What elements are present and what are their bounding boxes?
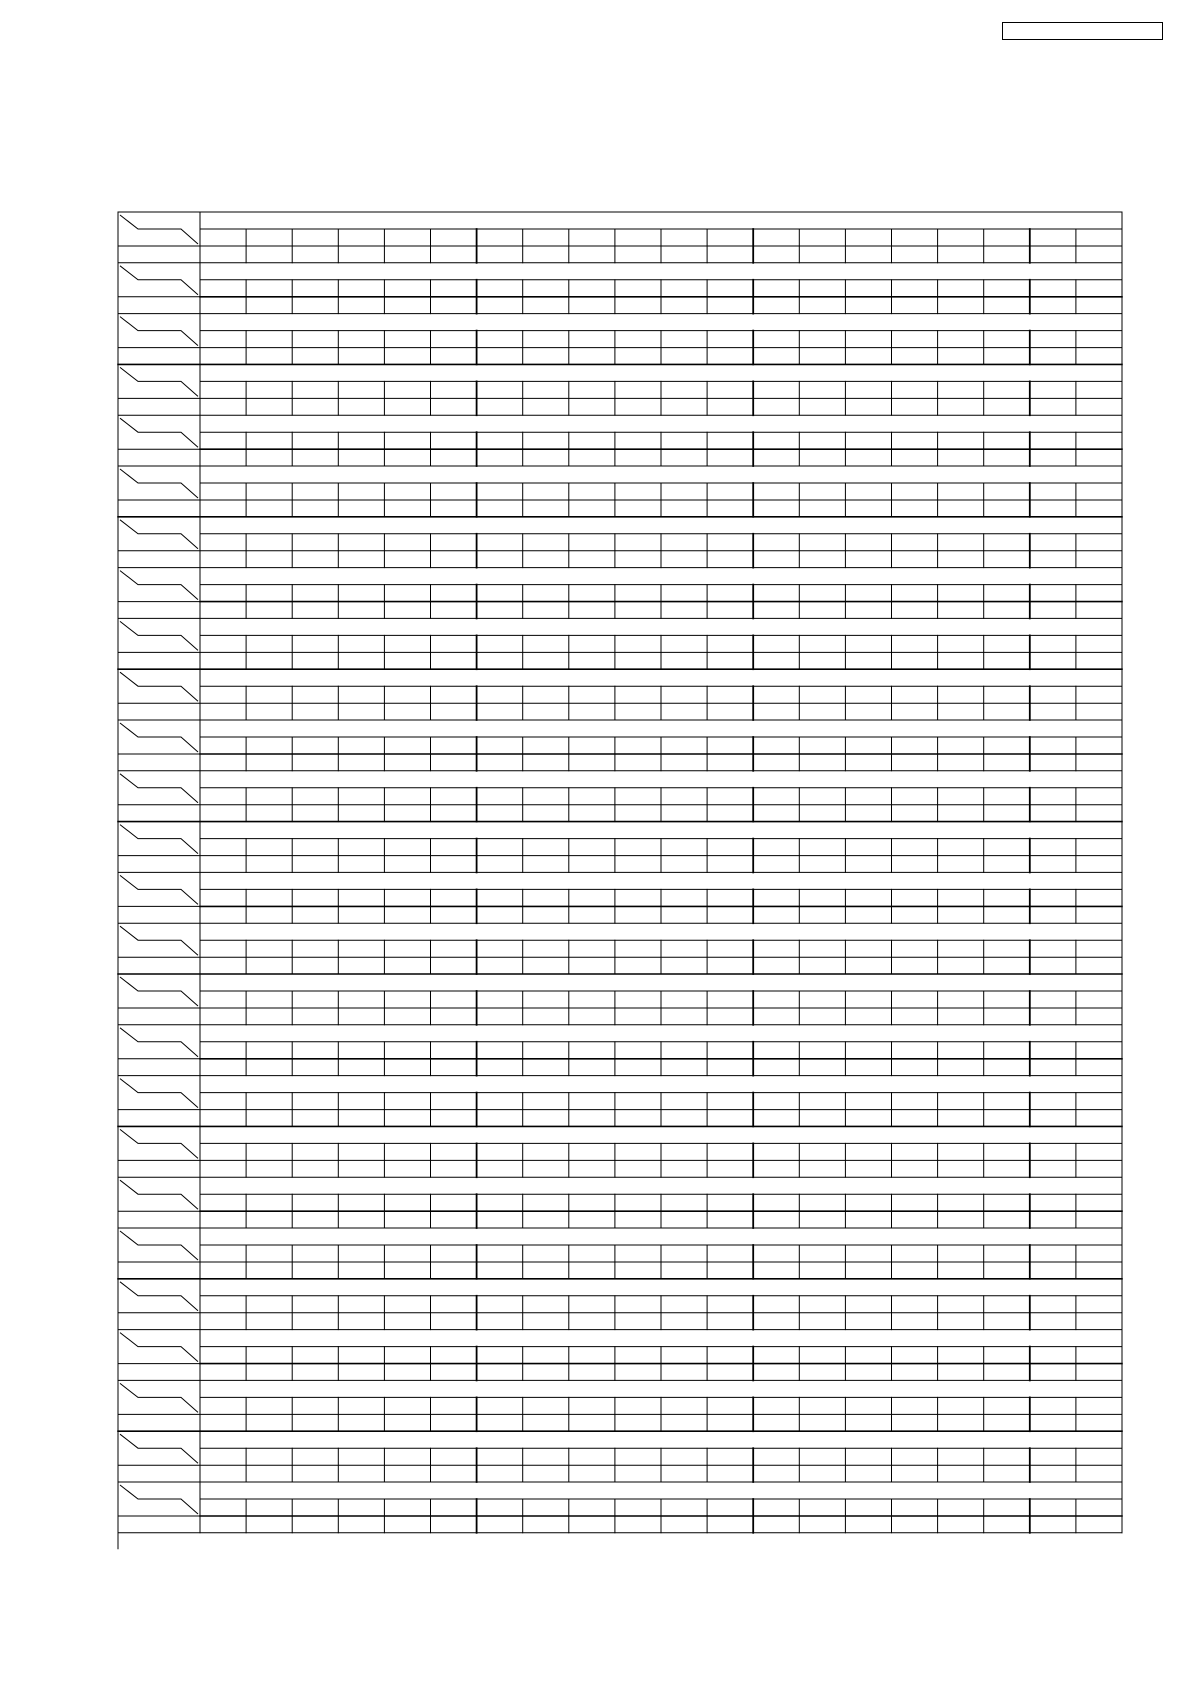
row-7-diagonal-marker	[120, 520, 198, 549]
row-21-diagonal-marker	[120, 1231, 198, 1260]
row-20-diagonal-marker	[120, 1180, 198, 1209]
row-4-diagonal-marker	[120, 367, 198, 396]
row-14-diagonal-marker	[120, 875, 198, 904]
row-5-diagonal-marker	[120, 418, 198, 447]
row-15-diagonal-marker	[120, 926, 198, 955]
row-13-diagonal-marker	[120, 825, 198, 854]
row-22-diagonal-marker	[120, 1282, 198, 1311]
row-1-diagonal-marker	[120, 215, 198, 244]
row-9-diagonal-marker	[120, 621, 198, 650]
row-12-diagonal-marker	[120, 774, 198, 803]
row-17-diagonal-marker	[120, 1028, 198, 1057]
row-26-diagonal-marker	[120, 1485, 198, 1514]
row-19-diagonal-marker	[120, 1129, 198, 1158]
row-3-diagonal-marker	[120, 317, 198, 346]
row-24-diagonal-marker	[120, 1383, 198, 1412]
row-18-diagonal-marker	[120, 1079, 198, 1108]
row-25-diagonal-marker	[120, 1434, 198, 1463]
row-8-diagonal-marker	[120, 571, 198, 600]
row-11-diagonal-marker	[120, 723, 198, 752]
row-2-diagonal-marker	[120, 266, 198, 295]
row-6-diagonal-marker	[120, 469, 198, 498]
row-23-diagonal-marker	[120, 1333, 198, 1362]
row-16-diagonal-marker	[120, 977, 198, 1006]
row-10-diagonal-marker	[120, 672, 198, 701]
